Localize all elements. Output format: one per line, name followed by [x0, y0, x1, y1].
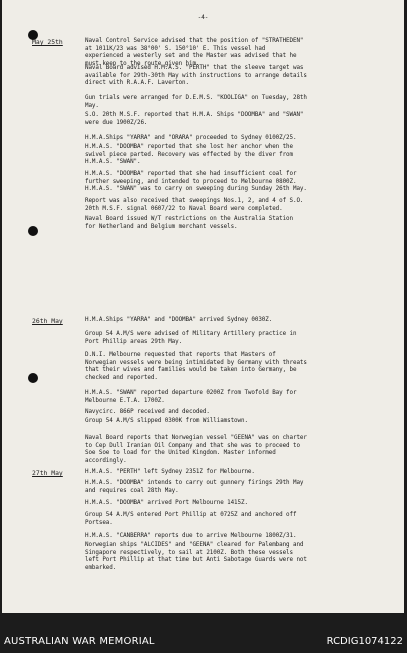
paragraph-line: H.M.A.Ships "YARRA" and "ORARA" proceeded to Sydney 0100Z/25. [85, 135, 297, 141]
paragraph-line: and requires coal 28th May. [85, 487, 179, 494]
paragraph-line: H.M.A.S. "DOOMBA" arrived Port Melbourne 1415Z. [85, 500, 248, 506]
paragraph-line: H.M.A.S. "DOOMBA" reported that she lost her anchor when the [85, 144, 293, 150]
log-paragraph [85, 435, 390, 465]
footer-bar [0, 613, 407, 653]
paragraph-line: Group 54 A.M/S entered Port Phillip at 0725Z and anchored off [85, 512, 297, 518]
paragraph-line: Naval Board advised H.M.A.S. "PERTH" that the sleeve target was [85, 65, 304, 71]
paragraph-line: Singapore respectively, to sail at 2100Z. Both these vessels [85, 549, 293, 556]
paragraph-line: H.M.A.S. "SWAN" was to carry on sweeping during Sunday 26th May. [85, 186, 307, 193]
paragraph-line: Naval Board issued W/T restrictions on the Australia Station [85, 216, 293, 222]
log-paragraph [85, 469, 390, 477]
paragraph-line: available for 29th-30th May with instructions to arrange details [85, 72, 307, 79]
log-paragraph [85, 390, 390, 405]
document-page [2, 0, 404, 613]
paragraph-line: embarked. [85, 564, 117, 571]
log-paragraph [85, 216, 390, 231]
paragraph-line: to Cep Dull Iranian Oil Company and that she was to proceed to [85, 442, 300, 449]
entry-date: 26th May [32, 317, 63, 325]
punch-hole-middle [28, 226, 38, 236]
paragraph-line: checked and reported. [85, 374, 158, 381]
log-paragraph [85, 418, 390, 426]
paragraph-line: that their wives and families would be taken into Germany, be [85, 367, 297, 374]
log-paragraph [85, 65, 390, 88]
paragraph-line: Navycirc. 866P received and decoded. [85, 409, 210, 415]
paragraph-line: accordingly. [85, 457, 127, 464]
paragraph-line: Naval Board reports that Norwegian vessel "GEENA" was on charter [85, 435, 307, 441]
log-paragraph [85, 38, 390, 68]
paragraph-line: H.M.A.S. "DOOMBA" intends to carry out gunnery firings 29th May [85, 480, 304, 486]
paragraph-line: further sweeping, and intended to proceed to Melbourne 0800Z. [85, 178, 297, 185]
paragraph-line: Melbourne E.T.A. 1700Z. [85, 397, 165, 404]
paragraph-line: May. [85, 102, 99, 109]
paragraph-line: H.M.A.S. "SWAN". [85, 159, 141, 166]
log-paragraph [85, 112, 390, 127]
paragraph-line: experienced a westerly set and the Master was advised that he [85, 53, 297, 60]
paragraph-line: left Port Phillip at that time but Anti Sabotage Guards were not [85, 557, 307, 564]
paragraph-line: H.M.A.S. "CANBERRA" reports due to arrive Melbourne 1800Z/31. [85, 533, 297, 539]
paragraph-line: Norwegian vessels were being intimidated by Germany with threats [85, 359, 307, 366]
paragraph-line: H.M.A.S. "PERTH" left Sydney 2351Z for Melbourne. [85, 469, 255, 475]
log-paragraph [85, 500, 390, 508]
log-paragraph [85, 171, 390, 194]
paragraph-line: Port Phillip areas 29th May. [85, 338, 183, 345]
paragraph-line: 20th M.S.F. signal 0607/22 to Naval Board were completed. [85, 205, 283, 212]
paragraph-line: Group 54 A.M/S were advised of Military Artillery practice in [85, 331, 297, 337]
log-paragraph [85, 198, 390, 213]
punch-hole-bottom [28, 373, 38, 383]
paragraph-line: at 1011K/23 was 38°00' S. 150°10' E. This vessel had [85, 45, 266, 52]
paragraph-line: H.M.A.Ships "YARRA" and "DOOMBA" arrived Sydney 0030Z. [85, 317, 273, 323]
paragraph-line: were due 1900Z/26. [85, 119, 148, 126]
log-paragraph [85, 135, 390, 143]
paragraph-line: for Netherland and Belgium merchant vessels. [85, 223, 238, 230]
paragraph-line: H.M.A.S. "DOOMBA" reported that she had insufficient coal for [85, 171, 297, 177]
paragraph-line: Report was also received that sweepings Nos.1, 2, and 4 of S.O. [85, 198, 304, 204]
page-number: -4- [197, 14, 209, 21]
entry-date: May 25th [32, 38, 63, 46]
log-paragraph [85, 533, 390, 541]
log-paragraph [85, 331, 390, 346]
paragraph-line: H.M.A.S. "SWAN" reported departure 0200Z from Twofold Bay for [85, 390, 297, 396]
log-paragraph [85, 317, 390, 325]
paragraph-line: Portsea. [85, 519, 113, 526]
log-paragraph [85, 95, 390, 110]
paragraph-line: D.N.I. Melbourne requested that reports that Masters of [85, 352, 276, 358]
footer-record-id: RCDIG1074122 [326, 636, 403, 647]
log-paragraph [85, 144, 390, 167]
paragraph-line: Norwegian ships "ALCIDES" and "GEENA" cleared for Palembang and [85, 542, 304, 548]
log-paragraph [85, 480, 390, 495]
log-paragraph [85, 512, 390, 527]
log-paragraph [85, 542, 390, 572]
paragraph-line: must keep to the route given him. [85, 60, 200, 67]
paragraph-line: Naval Control Service advised that the position of "STRATHEDEN" [85, 38, 304, 44]
paragraph-line: S.O. 20th M.S.F. reported that H.M.A. Ships "DOOMBA" and "SWAN" [85, 112, 304, 118]
paragraph-line: swivel piece parted. Recovery was effected by the diver from [85, 151, 293, 158]
paragraph-line: Soe Soe to load for the United Kingdom. Master informed [85, 450, 276, 457]
entry-date: 27th May [32, 469, 63, 477]
paragraph-line: direct with R.A.A.F. Laverton. [85, 80, 189, 87]
log-paragraph [85, 352, 390, 382]
footer-archive-name: AUSTRALIAN WAR MEMORIAL [4, 636, 155, 647]
paragraph-line: Gun trials were arranged for D.E.M.S. "KOOLIGA" on Tuesday, 28th [85, 95, 307, 101]
paragraph-line: Group 54 A.M/S slipped 0300K from Williamstown. [85, 418, 248, 424]
log-paragraph [85, 409, 390, 417]
